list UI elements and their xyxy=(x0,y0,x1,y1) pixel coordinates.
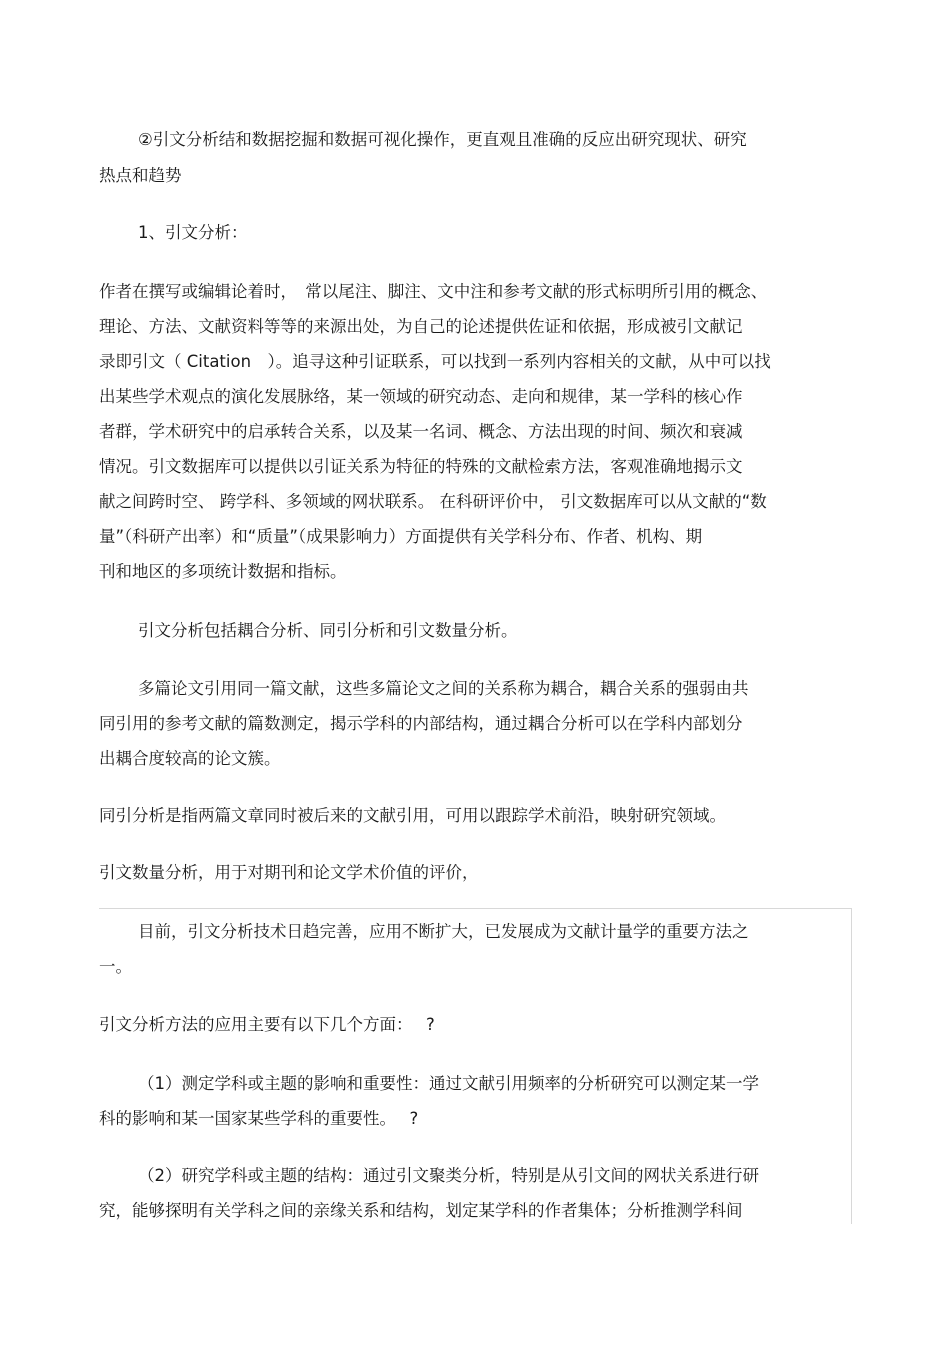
text-line: 热点和趋势 xyxy=(99,166,182,185)
text-line: 引文数量分析，用于对期刊和论文学术价值的评价， xyxy=(99,863,479,882)
text-line: 目前，引文分析技术日趋完善，应用不断扩大，已发展成为文献计量学的重要方法之 xyxy=(138,922,749,941)
text-line: ②引文分析结和数据挖掘和数据可视化操作，更直观且准确的反应出研究现状、研究 xyxy=(138,130,747,149)
text-line: 录即引文（ Citation ）。追寻这种引证联系，可以找到一系列内容相关的文献，从中可以找 xyxy=(99,352,771,371)
text-line: 出耦合度较高的论文簇。 xyxy=(99,749,281,768)
text-line: 同引用的参考文献的篇数测定，揭示学科的内部结构，通过耦合分析可以在学科内部划分 xyxy=(99,714,743,733)
text-line: 刊和地区的多项统计数据和指标。 xyxy=(99,562,347,581)
frame-border-right xyxy=(851,908,852,1224)
text-line: 一。 xyxy=(99,957,132,976)
text-line: 多篇论文引用同一篇文献，这些多篇论文之间的关系称为耦合，耦合关系的强弱由共 xyxy=(138,679,749,698)
text-line: 情况。引文数据库可以提供以引证关系为特征的特殊的文献检索方法，客观准确地揭示文 xyxy=(99,457,743,476)
text-line: 出某些学术观点的演化发展脉络，某一领域的研究动态、走向和规律，某一学科的核心作 xyxy=(99,387,743,406)
text-line: 究，能够探明有关学科之间的亲缘关系和结构，划定某学科的作者集体；分析推测学科间 xyxy=(99,1201,743,1220)
text-line: 献之间跨时空、 跨学科、多领域的网状联系。 在科研评价中， 引文数据库可以从文献的“数 xyxy=(99,492,767,511)
text-line: 引文分析包括耦合分析、同引分析和引文数量分析。 xyxy=(138,621,518,640)
section-heading: 1、引文分析： xyxy=(138,223,248,242)
text-line: 理论、方法、文献资料等等的来源出处，为自己的论述提供佐证和依据，形成被引文献记 xyxy=(99,317,743,336)
text-line: （1）测定学科或主题的影响和重要性：通过文献引用频率的分析研究可以测定某一学 xyxy=(138,1074,759,1093)
text-line: 作者在撰写或编辑论着时， 常以尾注、脚注、文中注和参考文献的形式标明所引用的概念、 xyxy=(99,282,768,301)
text-line: 量”（科研产出率）和“质量”（成果影响力）方面提供有关学科分布、作者、机构、期 xyxy=(99,527,703,546)
frame-border-top xyxy=(99,908,852,909)
text-line: 同引分析是指两篇文章同时被后来的文献引用，可用以跟踪学术前沿，映射研究领域。 xyxy=(99,806,726,825)
text-line: 科的影响和某一国家某些学科的重要性。 ? xyxy=(99,1109,419,1128)
text-line: 者群，学术研究中的启承转合关系，以及某一名词、概念、方法出现的时间、频次和衰减 xyxy=(99,422,743,441)
text-line: 引文分析方法的应用主要有以下几个方面： ? xyxy=(99,1015,435,1034)
text-line: （2）研究学科或主题的结构：通过引文聚类分析，特别是从引文间的网状关系进行研 xyxy=(138,1166,759,1185)
